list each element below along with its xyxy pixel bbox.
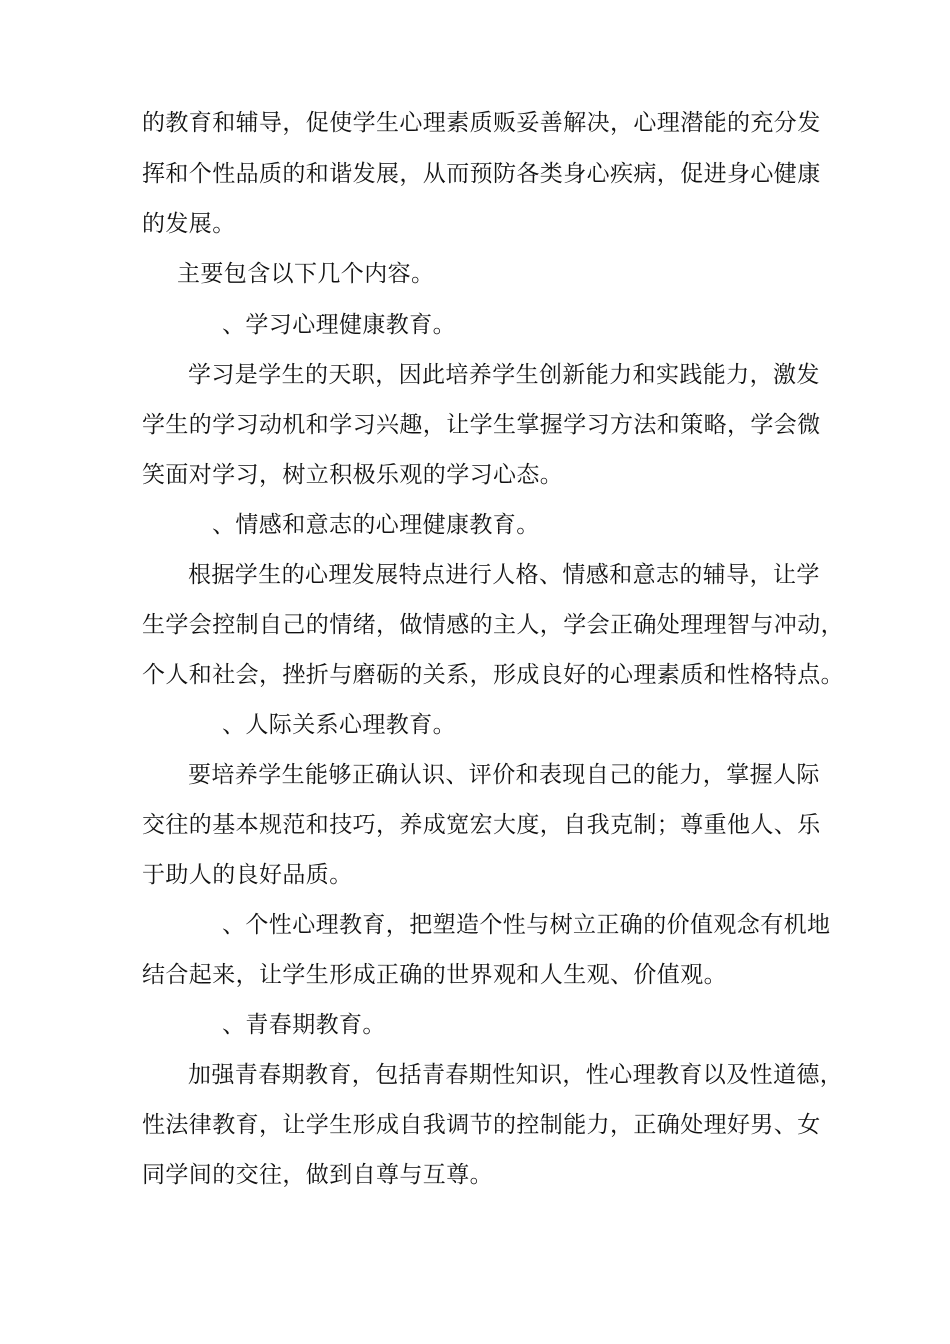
text-line: 加强青春期教育，包括青春期性知识，性心理教育以及性道德，: [188, 1062, 844, 1088]
text-line: 根据学生的心理发展特点进行人格、情感和意志的辅导，让学: [188, 562, 820, 588]
section-heading: 、情感和意志的心理健康教育。: [212, 512, 540, 538]
section-heading: 、学习心理健康教育。: [222, 312, 456, 338]
text-line: 的发展。: [142, 211, 236, 237]
text-line: 学习是学生的天职，因此培养学生创新能力和实践能力，激发: [188, 362, 820, 388]
text-line: 个人和社会，挫折与磨砺的关系，形成良好的心理素质和性格特点。: [142, 662, 844, 688]
section-heading: 、青春期教育。: [222, 1012, 386, 1038]
text-line: 学生的学习动机和学习兴趣，让学生掌握学习方法和策略，学会微: [142, 412, 821, 438]
text-line: 生学会控制自己的情绪，做情感的主人，学会正确处理理智与冲动，: [142, 612, 844, 638]
text-line: 同学间的交往，做到自尊与互尊。: [142, 1162, 493, 1188]
text-line: 结合起来，让学生形成正确的世界观和人生观、价值观。: [142, 962, 727, 988]
text-line: 挥和个性品质的和谐发展，从而预防各类身心疾病，促进身心健康: [142, 161, 821, 187]
text-line: 的教育和辅导，促使学生心理素质贩妥善解决，心理潜能的充分发: [142, 110, 821, 136]
text-line: 要培养学生能够正确认识、评价和表现自己的能力，掌握人际: [188, 762, 820, 788]
text-line: 主要包含以下几个内容。: [177, 261, 435, 287]
text-line: 性法律教育，让学生形成自我调节的控制能力，正确处理好男、女: [142, 1112, 821, 1138]
text-line: 交往的基本规范和技巧，养成宽宏大度，自我克制；尊重他人、乐: [142, 812, 821, 838]
section-heading: 、个性心理教育，把塑造个性与树立正确的价值观念有机地: [222, 912, 831, 938]
text-line: 笑面对学习，树立积极乐观的学习心态。: [142, 462, 564, 488]
section-heading: 、人际关系心理教育。: [222, 712, 456, 738]
text-line: 于助人的良好品质。: [142, 862, 353, 888]
